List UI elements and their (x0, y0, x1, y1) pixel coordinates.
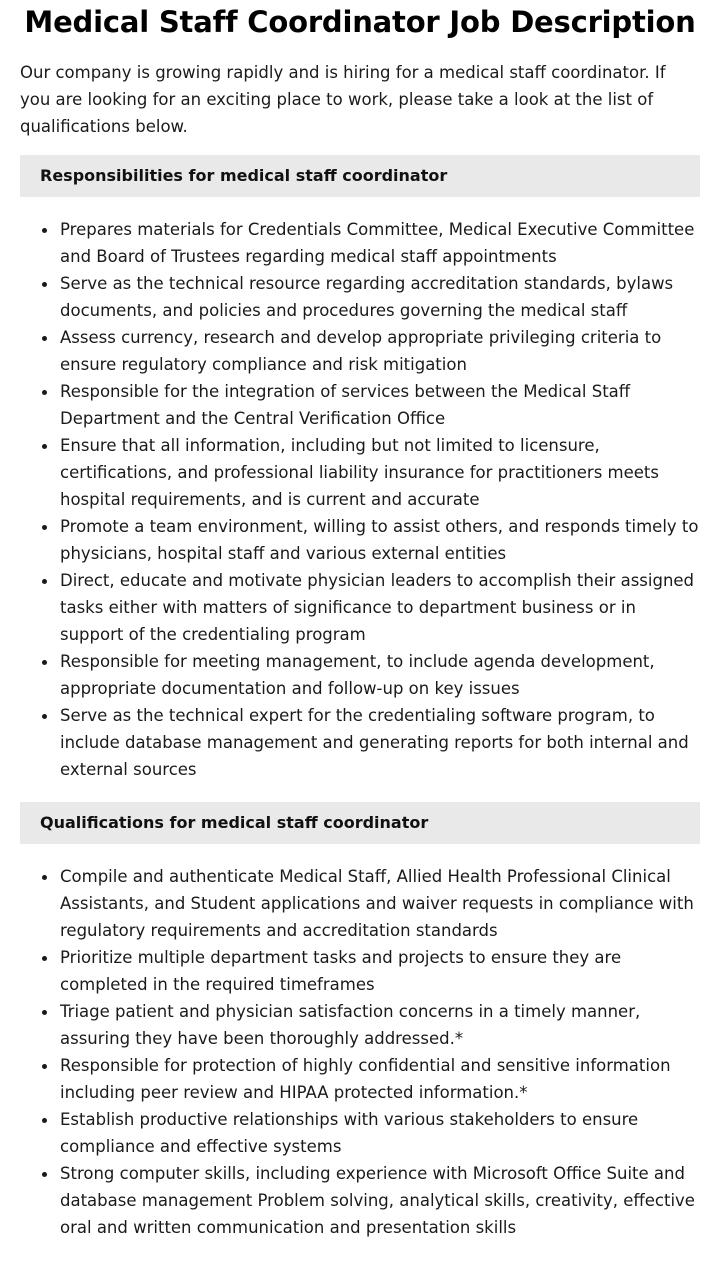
list-item: Serve as the technical resource regarding accreditation standards, bylaws documents, and policies and procedures governing the medical staff (60, 270, 700, 324)
responsibilities-heading: Responsibilities for medical staff coordinator (20, 155, 700, 197)
list-item: Ensure that all information, including but not limited to licensure, certifications, and professional liability insurance for practitioners meets hospital requirements, and is current and accurate (60, 432, 700, 513)
list-item: Triage patient and physician satisfaction concerns in a timely manner, assuring they have been thoroughly addressed.* (60, 998, 700, 1052)
list-item: Prepares materials for Credentials Committee, Medical Executive Committee and Board of Trustees regarding medical staff appointments (60, 216, 700, 270)
list-item: Assess currency, research and develop appropriate privileging criteria to ensure regulatory compliance and risk mitigation (60, 324, 700, 378)
list-item: Responsible for the integration of services between the Medical Staff Department and the Central Verification Office (60, 378, 700, 432)
qualifications-list (20, 863, 700, 1241)
list-item: Prioritize multiple department tasks and projects to ensure they are completed in the required timeframes (60, 944, 700, 998)
list-item: Promote a team environment, willing to assist others, and responds timely to physicians, hospital staff and various external entities (60, 513, 700, 567)
list-item: Responsible for protection of highly confidential and sensitive information including peer review and HIPAA protected information.* (60, 1052, 700, 1106)
list-item: Establish productive relationships with various stakeholders to ensure compliance and effective systems (60, 1106, 700, 1160)
intro-paragraph: Our company is growing rapidly and is hiring for a medical staff coordinator. If you are looking for an exciting place to work, please take a look at the list of qualifications below. (20, 63, 666, 136)
list-item: Compile and authenticate Medical Staff, Allied Health Professional Clinical Assistants, and Student applications and waiver requests in compliance with regulatory requirements and accreditation standards (60, 863, 700, 944)
list-item: Strong computer skills, including experience with Microsoft Office Suite and database management Problem solving, analytical skills, creativity, effective oral and written communication and presentation skills (60, 1160, 700, 1241)
list-item: Direct, educate and motivate physician leaders to accomplish their assigned tasks either with matters of significance to department business or in support of the credentialing program (60, 567, 700, 648)
list-item: Serve as the technical expert for the credentialing software program, to include database management and generating reports for both internal and external sources (60, 702, 700, 783)
page-title: Medical Staff Coordinator Job Description (24, 5, 696, 39)
qualifications-heading: Qualifications for medical staff coordinator (20, 802, 700, 844)
responsibilities-list (20, 216, 700, 783)
list-item: Responsible for meeting management, to include agenda development, appropriate documentation and follow-up on key issues (60, 648, 700, 702)
